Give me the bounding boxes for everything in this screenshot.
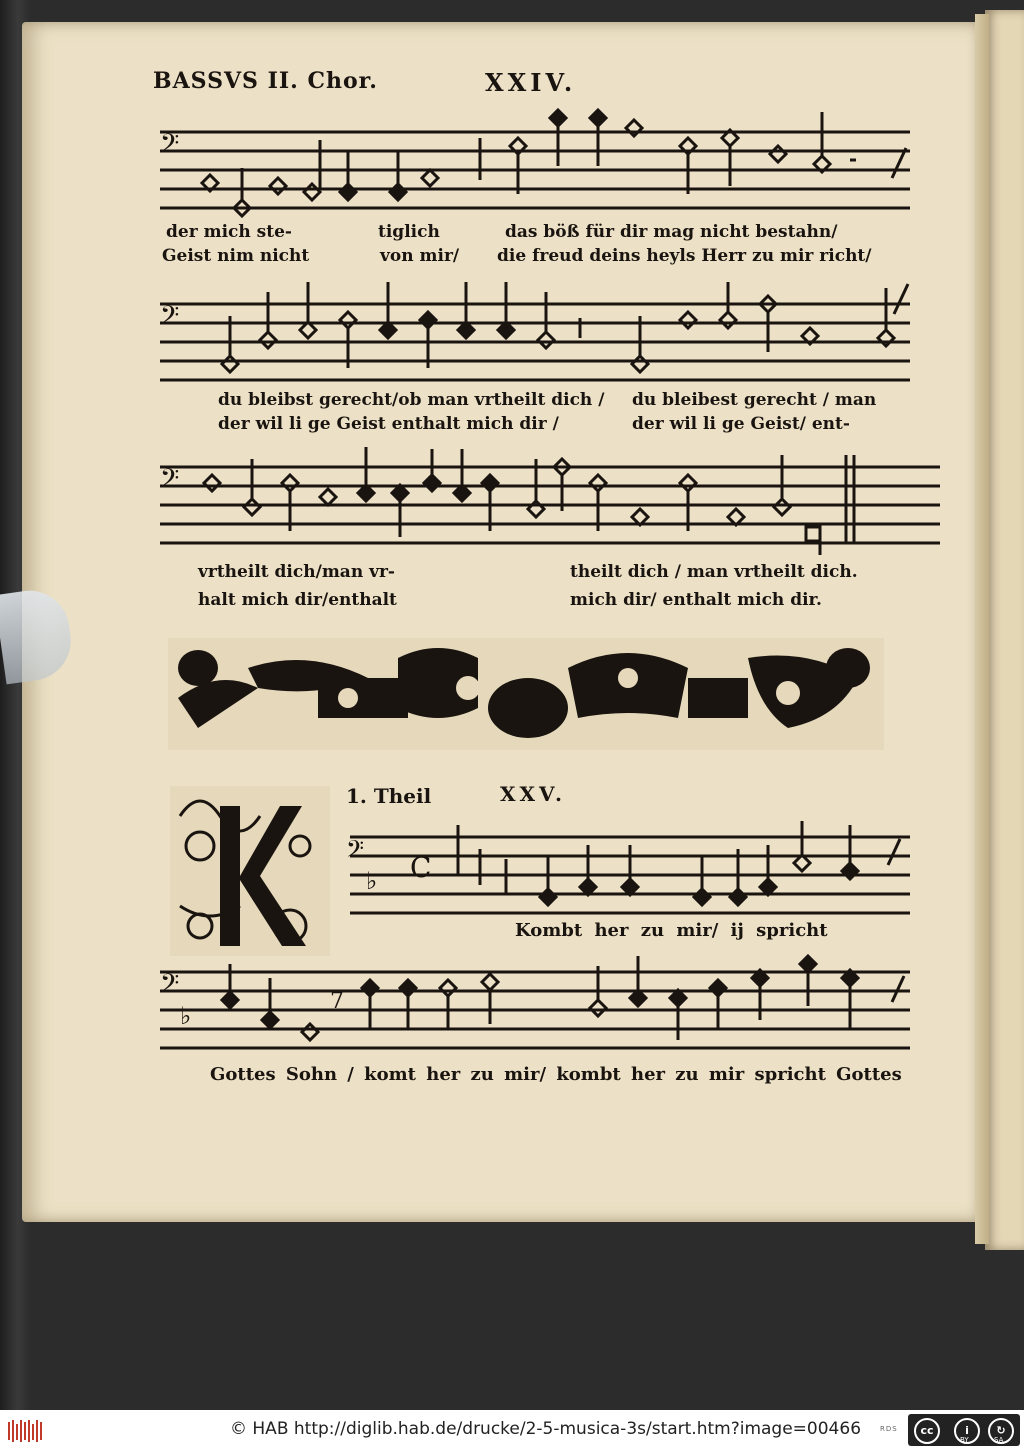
lyrics-1d: Geist nim nicht xyxy=(162,246,310,266)
bass-clef-icon: 𝄢 xyxy=(160,969,180,1004)
footer-bar xyxy=(0,1410,1024,1450)
staff-lines xyxy=(160,132,910,208)
lyrics-2d: der wil li ge Geist/ ent- xyxy=(632,414,850,434)
footer-copyright-link[interactable]: © HAB http://diglib.hab.de/drucke/2-5-musica-3s/start.htm?image=00466 xyxy=(230,1419,862,1439)
lyrics-3b: theilt dich / man vrtheilt dich. xyxy=(570,562,858,582)
piece-number: XXV. xyxy=(500,782,567,806)
music-staff-4 xyxy=(340,825,920,925)
facing-page-edge xyxy=(985,10,1024,1250)
lyrics-1b: tiglich xyxy=(378,222,440,242)
by-icon: i xyxy=(954,1418,980,1444)
lyrics-3a: vrtheilt dich/man vr- xyxy=(198,562,395,582)
music-staff-3 xyxy=(150,455,940,565)
lyrics-5a: Gottes Sohn / komt her zu mir/ kombt her zu mir spricht Gottes xyxy=(210,1064,902,1085)
lyrics-1a: der mich ste- xyxy=(166,222,292,242)
running-head-voice: BASSVS II. Chor. xyxy=(153,68,378,94)
lyrics-1e: von mir/ xyxy=(380,246,460,266)
music-staff-1 xyxy=(150,120,920,220)
lyrics-2c: der wil li ge Geist enthalt mich dir / xyxy=(218,414,559,434)
cc-icon: cc xyxy=(914,1418,940,1444)
bass-clef-icon: 𝄢 xyxy=(160,129,180,164)
part-label: 1. Theil xyxy=(346,784,432,808)
flat-sign: ♭ xyxy=(366,867,378,895)
decorated-initial-k xyxy=(170,786,330,956)
running-head-number: XXIV. xyxy=(485,68,577,97)
bass-clef-icon: 𝄢 xyxy=(160,301,180,336)
lyrics-3d: mich dir/ enthalt mich dir. xyxy=(570,590,822,610)
music-staff-5 xyxy=(150,960,920,1060)
page-gutter xyxy=(975,14,989,1244)
notes xyxy=(202,110,906,216)
bass-clef-icon: 𝄢 xyxy=(160,464,180,499)
time-signature: C xyxy=(410,851,432,884)
sa-label: SA xyxy=(994,1436,1004,1444)
flat-sign: ♭ xyxy=(180,1002,192,1030)
woodcut-ornament-band xyxy=(168,638,884,750)
lyrics-3c: halt mich dir/enthalt xyxy=(198,590,397,610)
lyrics-1c: das böß für dir mag nicht bestahn/ xyxy=(505,222,838,242)
cc-license-badge[interactable] xyxy=(908,1414,1020,1446)
lyrics-4a: Kombt her zu mir/ ij spricht xyxy=(515,920,828,941)
lyrics-1f: die freud deins heyls Herr zu mir richt/ xyxy=(497,246,872,266)
footer-small-mark: RDS xyxy=(880,1425,898,1433)
lyrics-2b: du bleibest gerecht / man xyxy=(632,390,877,410)
hab-logo-icon xyxy=(6,1418,44,1444)
by-label: BY xyxy=(960,1436,969,1444)
sa-icon: ↻ xyxy=(988,1418,1014,1444)
svg-text:7: 7 xyxy=(330,989,344,1014)
lyrics-2a: du bleibst gerecht/ob man vrtheilt dich / xyxy=(218,390,605,410)
music-staff-2 xyxy=(150,292,920,392)
bass-clef-icon: 𝄢 xyxy=(346,835,365,868)
